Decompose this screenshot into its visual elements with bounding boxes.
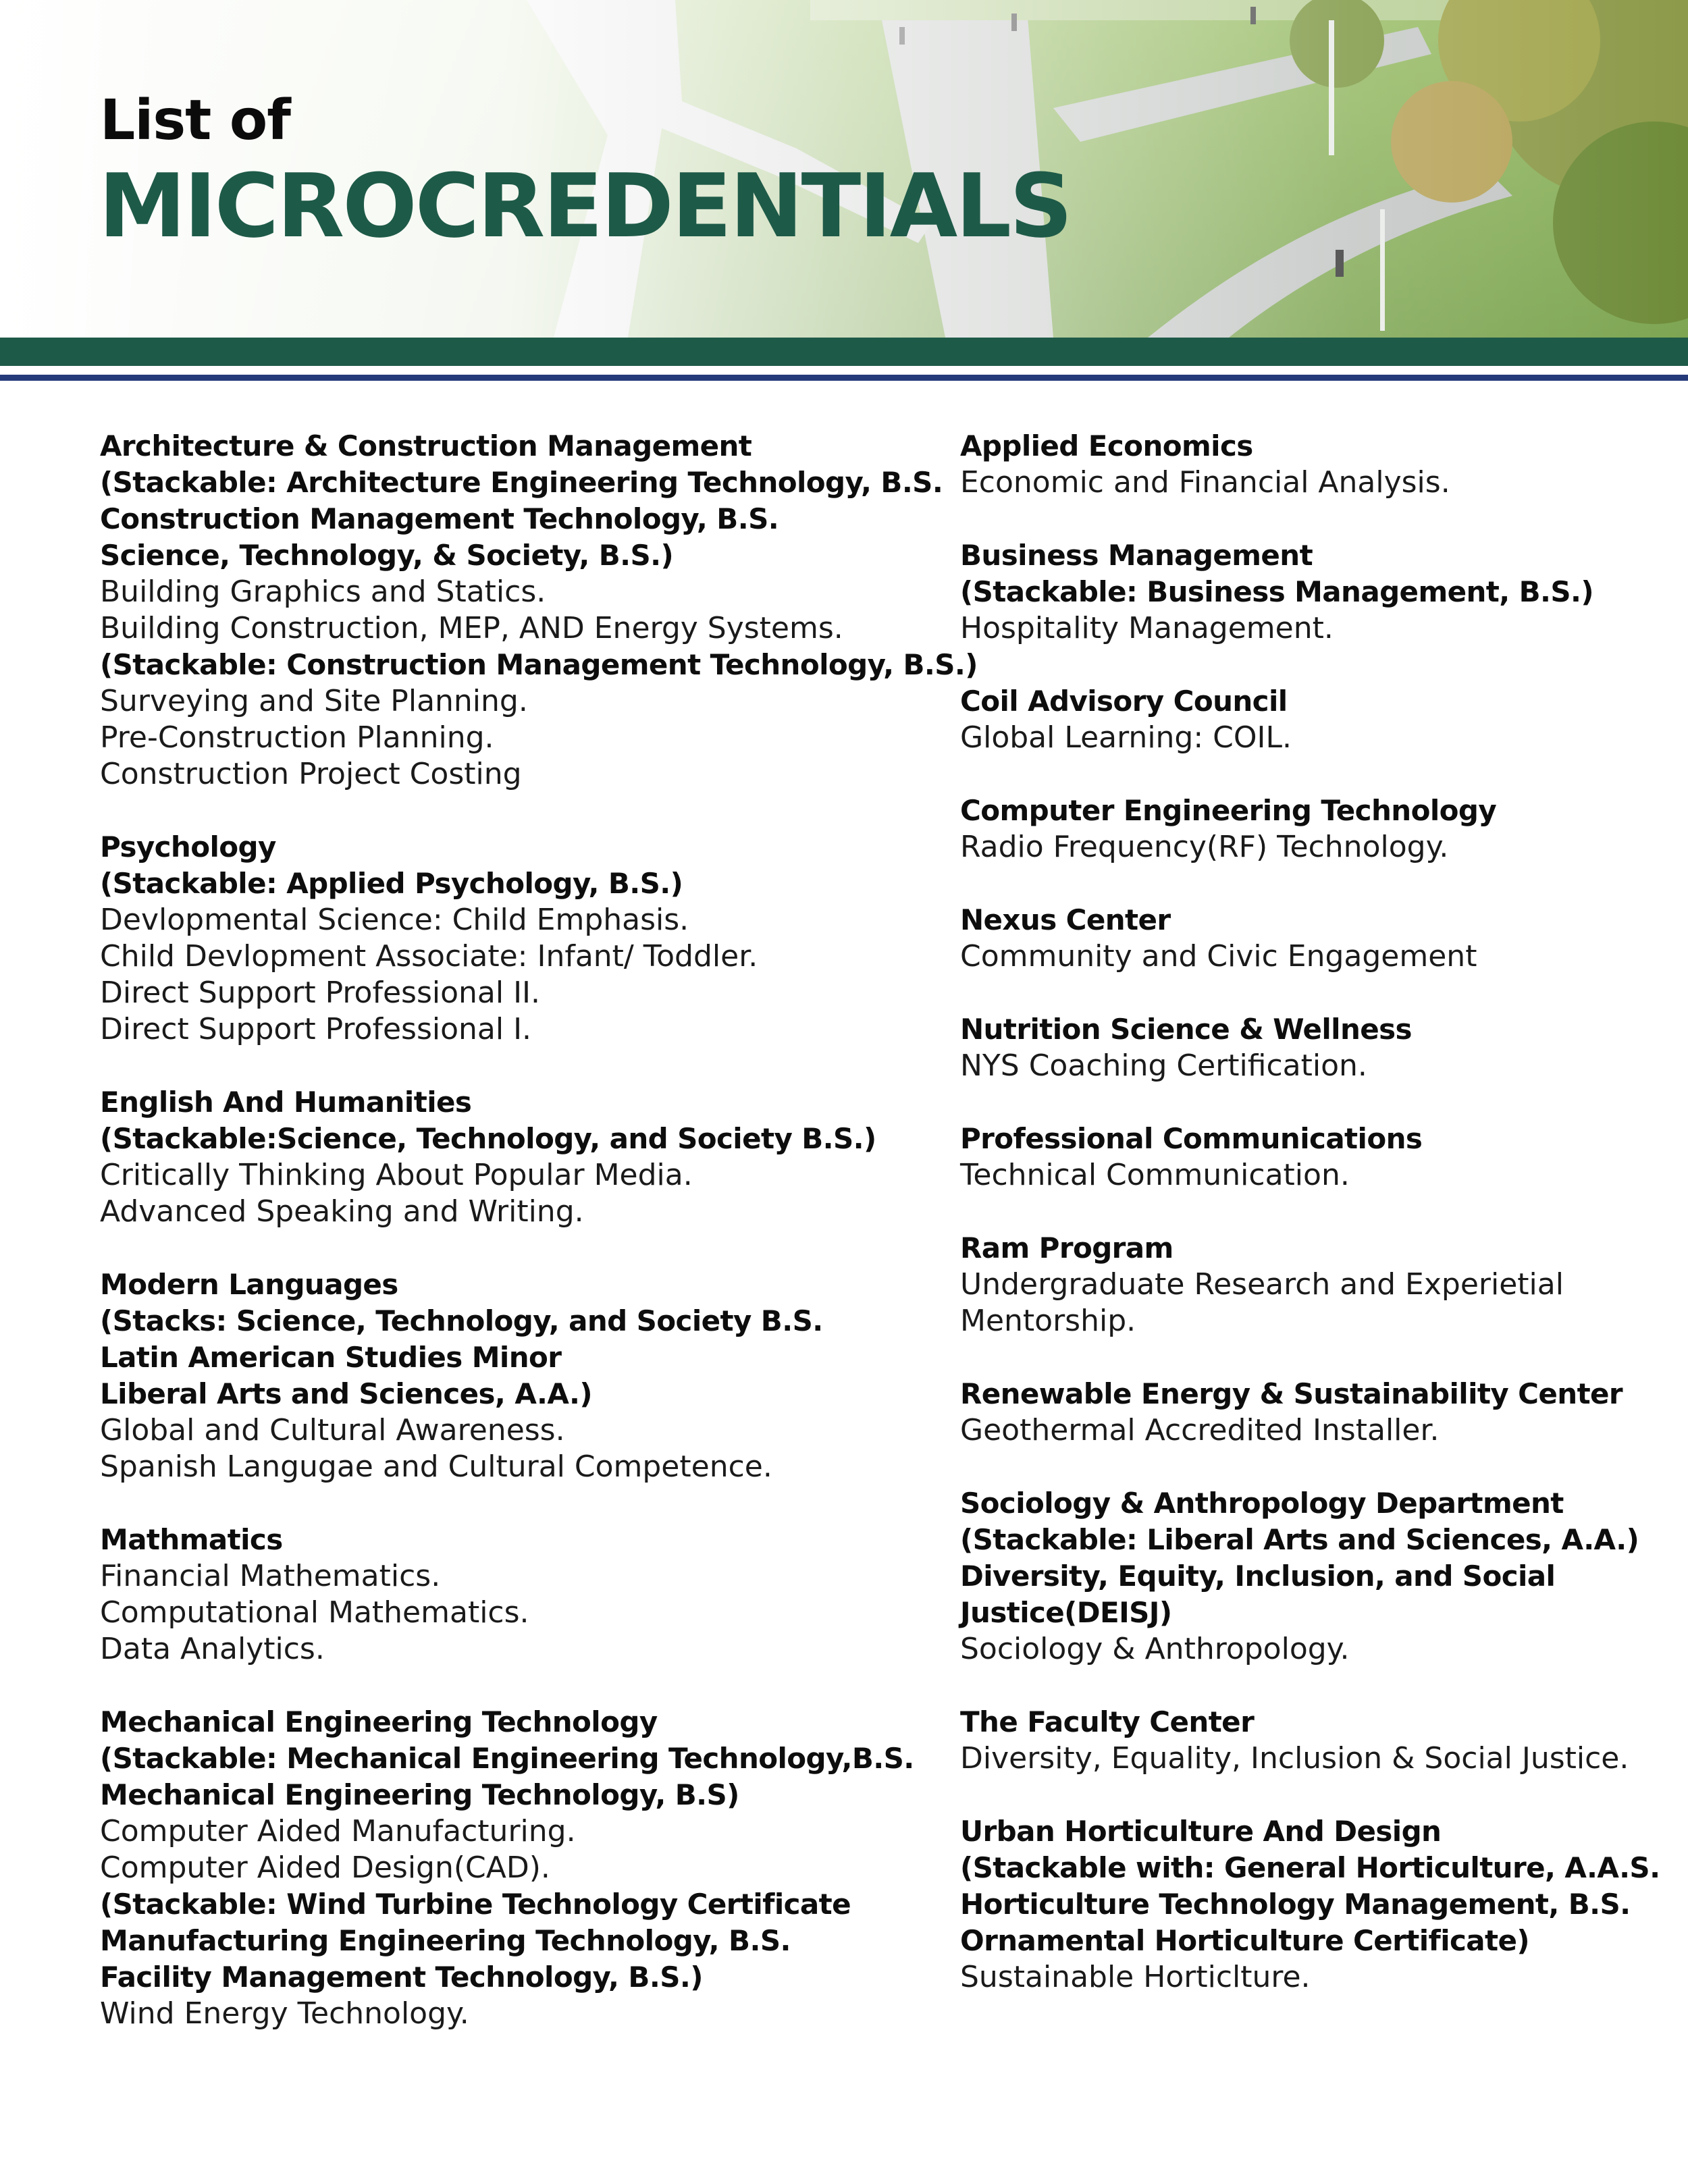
department-heading: Nexus Center bbox=[960, 903, 1171, 936]
stackable-note: (Stackable: Business Management, B.S.) bbox=[960, 575, 1594, 608]
stackable-note: Ornamental Horticulture Certificate) bbox=[960, 1924, 1529, 1957]
credential-item: Radio Frequency(RF) Technology. bbox=[960, 830, 1449, 864]
credential-item: Construction Project Costing bbox=[100, 757, 522, 791]
credential-item: Undergraduate Research and Experietial bbox=[960, 1267, 1564, 1302]
credential-item: Global and Cultural Awareness. bbox=[100, 1413, 565, 1447]
credential-item: Mentorship. bbox=[960, 1304, 1136, 1338]
credential-item: Building Graphics and Statics. bbox=[100, 575, 546, 609]
department-heading: Architecture & Construction Management bbox=[100, 429, 752, 462]
credential-item: Geothermal Accredited Installer. bbox=[960, 1413, 1440, 1447]
entry-mechanical-engineering-technology bbox=[100, 1704, 937, 2032]
entry-nutrition-science-wellness bbox=[960, 1011, 1662, 1084]
department-heading: Applied Economics bbox=[960, 429, 1253, 462]
credential-item: Diversity, Equality, Inclusion & Social Justice. bbox=[960, 1741, 1629, 1776]
entry-professional-communications bbox=[960, 1121, 1662, 1194]
credential-item: Child Devlopment Associate: Infant/ Toddler. bbox=[100, 939, 758, 974]
department-heading: Business Management bbox=[960, 539, 1313, 572]
stackable-note: (Stackable: Mechanical Engineering Technology,B.S. bbox=[100, 1742, 914, 1775]
department-heading: Professional Communications bbox=[960, 1122, 1423, 1155]
stackable-note: Latin American Studies Minor bbox=[100, 1341, 562, 1374]
department-heading: Computer Engineering Technology bbox=[960, 794, 1497, 827]
department-heading: Renewable Energy & Sustainability Center bbox=[960, 1377, 1623, 1410]
entry-ram-program bbox=[960, 1230, 1662, 1339]
credential-item: Sociology & Anthropology. bbox=[960, 1632, 1350, 1666]
credential-item: Financial Mathematics. bbox=[100, 1559, 441, 1593]
credential-item: Direct Support Professional II. bbox=[100, 976, 541, 1010]
credential-item: Computational Mathematics. bbox=[100, 1595, 529, 1630]
stackable-note: Construction Management Technology, B.S. bbox=[100, 502, 779, 535]
stackable-note: (Stackable: Architecture Engineering Technology, B.S. bbox=[100, 466, 943, 499]
department-heading: Nutrition Science & Wellness bbox=[960, 1013, 1412, 1046]
stackable-note: (Stackable: Applied Psychology, B.S.) bbox=[100, 867, 683, 900]
stackable-note: Facility Management Technology, B.S.) bbox=[100, 1961, 703, 1994]
header-green-band bbox=[0, 338, 1688, 366]
stackable-note: Mechanical Engineering Technology, B.S) bbox=[100, 1778, 739, 1811]
stackable-note: Science, Technology, & Society, B.S.) bbox=[100, 539, 674, 572]
entry-coil-advisory-council bbox=[960, 683, 1662, 756]
credential-item: Surveying and Site Planning. bbox=[100, 684, 528, 718]
credential-item: Spanish Langugae and Cultural Competence. bbox=[100, 1449, 772, 1484]
stackable-note: (Stackable: Construction Management Technology, B.S.) bbox=[100, 648, 978, 681]
entry-renewable-energy-sustainability-center bbox=[960, 1376, 1662, 1449]
credential-item: Computer Aided Manufacturing. bbox=[100, 1814, 576, 1848]
credential-item: Technical Communication. bbox=[960, 1158, 1350, 1192]
department-heading: Coil Advisory Council bbox=[960, 685, 1288, 718]
department-heading: Sociology & Anthropology Department bbox=[960, 1487, 1564, 1520]
department-heading: Modern Languages bbox=[100, 1268, 398, 1301]
credential-item: Computer Aided Design(CAD). bbox=[100, 1850, 550, 1885]
stackable-note: (Stackable: Wind Turbine Technology Certificate bbox=[100, 1888, 851, 1921]
entry-applied-economics bbox=[960, 428, 1662, 501]
entry-the-faculty-center bbox=[960, 1704, 1662, 1777]
credential-item: Direct Support Professional I. bbox=[100, 1012, 532, 1046]
stackable-note: Horticulture Technology Management, B.S. bbox=[960, 1888, 1631, 1921]
entry-nexus-center bbox=[960, 902, 1662, 975]
stackable-note: Justice(DEISJ) bbox=[960, 1596, 1172, 1629]
entry-computer-engineering-technology bbox=[960, 793, 1662, 865]
credential-item: Devlopmental Science: Child Emphasis. bbox=[100, 903, 689, 937]
credential-item: Economic and Financial Analysis. bbox=[960, 465, 1450, 500]
entry-psychology bbox=[100, 829, 937, 1048]
stackable-note: Manufacturing Engineering Technology, B.S. bbox=[100, 1924, 791, 1957]
stackable-note: (Stackable: Liberal Arts and Sciences, A.A.) bbox=[960, 1523, 1639, 1556]
entry-modern-languages bbox=[100, 1267, 937, 1485]
stackable-note: Diversity, Equity, Inclusion, and Social bbox=[960, 1560, 1556, 1593]
department-heading: Mechanical Engineering Technology bbox=[100, 1705, 658, 1738]
entry-business-management bbox=[960, 537, 1662, 647]
credential-item: Community and Civic Engagement bbox=[960, 939, 1477, 974]
entry-architecture-construction-management bbox=[100, 428, 978, 793]
department-heading: Urban Horticulture And Design bbox=[960, 1815, 1442, 1848]
entry-mathmatics bbox=[100, 1522, 937, 1668]
credential-item: Global Learning: COIL. bbox=[960, 720, 1292, 755]
title-list-of: List of bbox=[100, 88, 290, 153]
department-heading: Psychology bbox=[100, 830, 276, 863]
department-heading: Ram Program bbox=[960, 1231, 1173, 1264]
header-navy-rule bbox=[0, 375, 1688, 381]
left-column-list bbox=[100, 428, 978, 2069]
entry-urban-horticulture-and-design bbox=[960, 1813, 1662, 1996]
right-column-list bbox=[960, 428, 1662, 2032]
department-heading: English And Humanities bbox=[100, 1086, 472, 1119]
entry-sociology-anthropology-department bbox=[960, 1485, 1662, 1668]
credential-item: Wind Energy Technology. bbox=[100, 1996, 469, 2031]
credential-item: Data Analytics. bbox=[100, 1632, 325, 1666]
stackable-note: (Stackable:Science, Technology, and Society B.S.) bbox=[100, 1122, 876, 1155]
stackable-note: Liberal Arts and Sciences, A.A.) bbox=[100, 1377, 592, 1410]
credential-item: Pre-Construction Planning. bbox=[100, 720, 494, 755]
credential-item: Advanced Speaking and Writing. bbox=[100, 1194, 584, 1229]
credential-item: Sustainable Horticlture. bbox=[960, 1960, 1311, 1994]
title-microcredentials: MICROCREDENTIALS bbox=[99, 155, 1071, 257]
credential-item: Critically Thinking About Popular Media. bbox=[100, 1158, 693, 1192]
stackable-note: (Stackable with: General Horticulture, A.A.S. bbox=[960, 1851, 1660, 1884]
stackable-note: (Stacks: Science, Technology, and Society B.S. bbox=[100, 1304, 823, 1337]
department-heading: Mathmatics bbox=[100, 1523, 283, 1556]
credential-item: Hospitality Management. bbox=[960, 611, 1334, 645]
credential-item: Building Construction, MEP, AND Energy Systems. bbox=[100, 611, 843, 645]
department-heading: The Faculty Center bbox=[960, 1705, 1255, 1738]
page-header bbox=[0, 0, 1688, 338]
entry-english-and-humanities bbox=[100, 1084, 937, 1230]
credential-item: NYS Coaching Certification. bbox=[960, 1048, 1367, 1083]
